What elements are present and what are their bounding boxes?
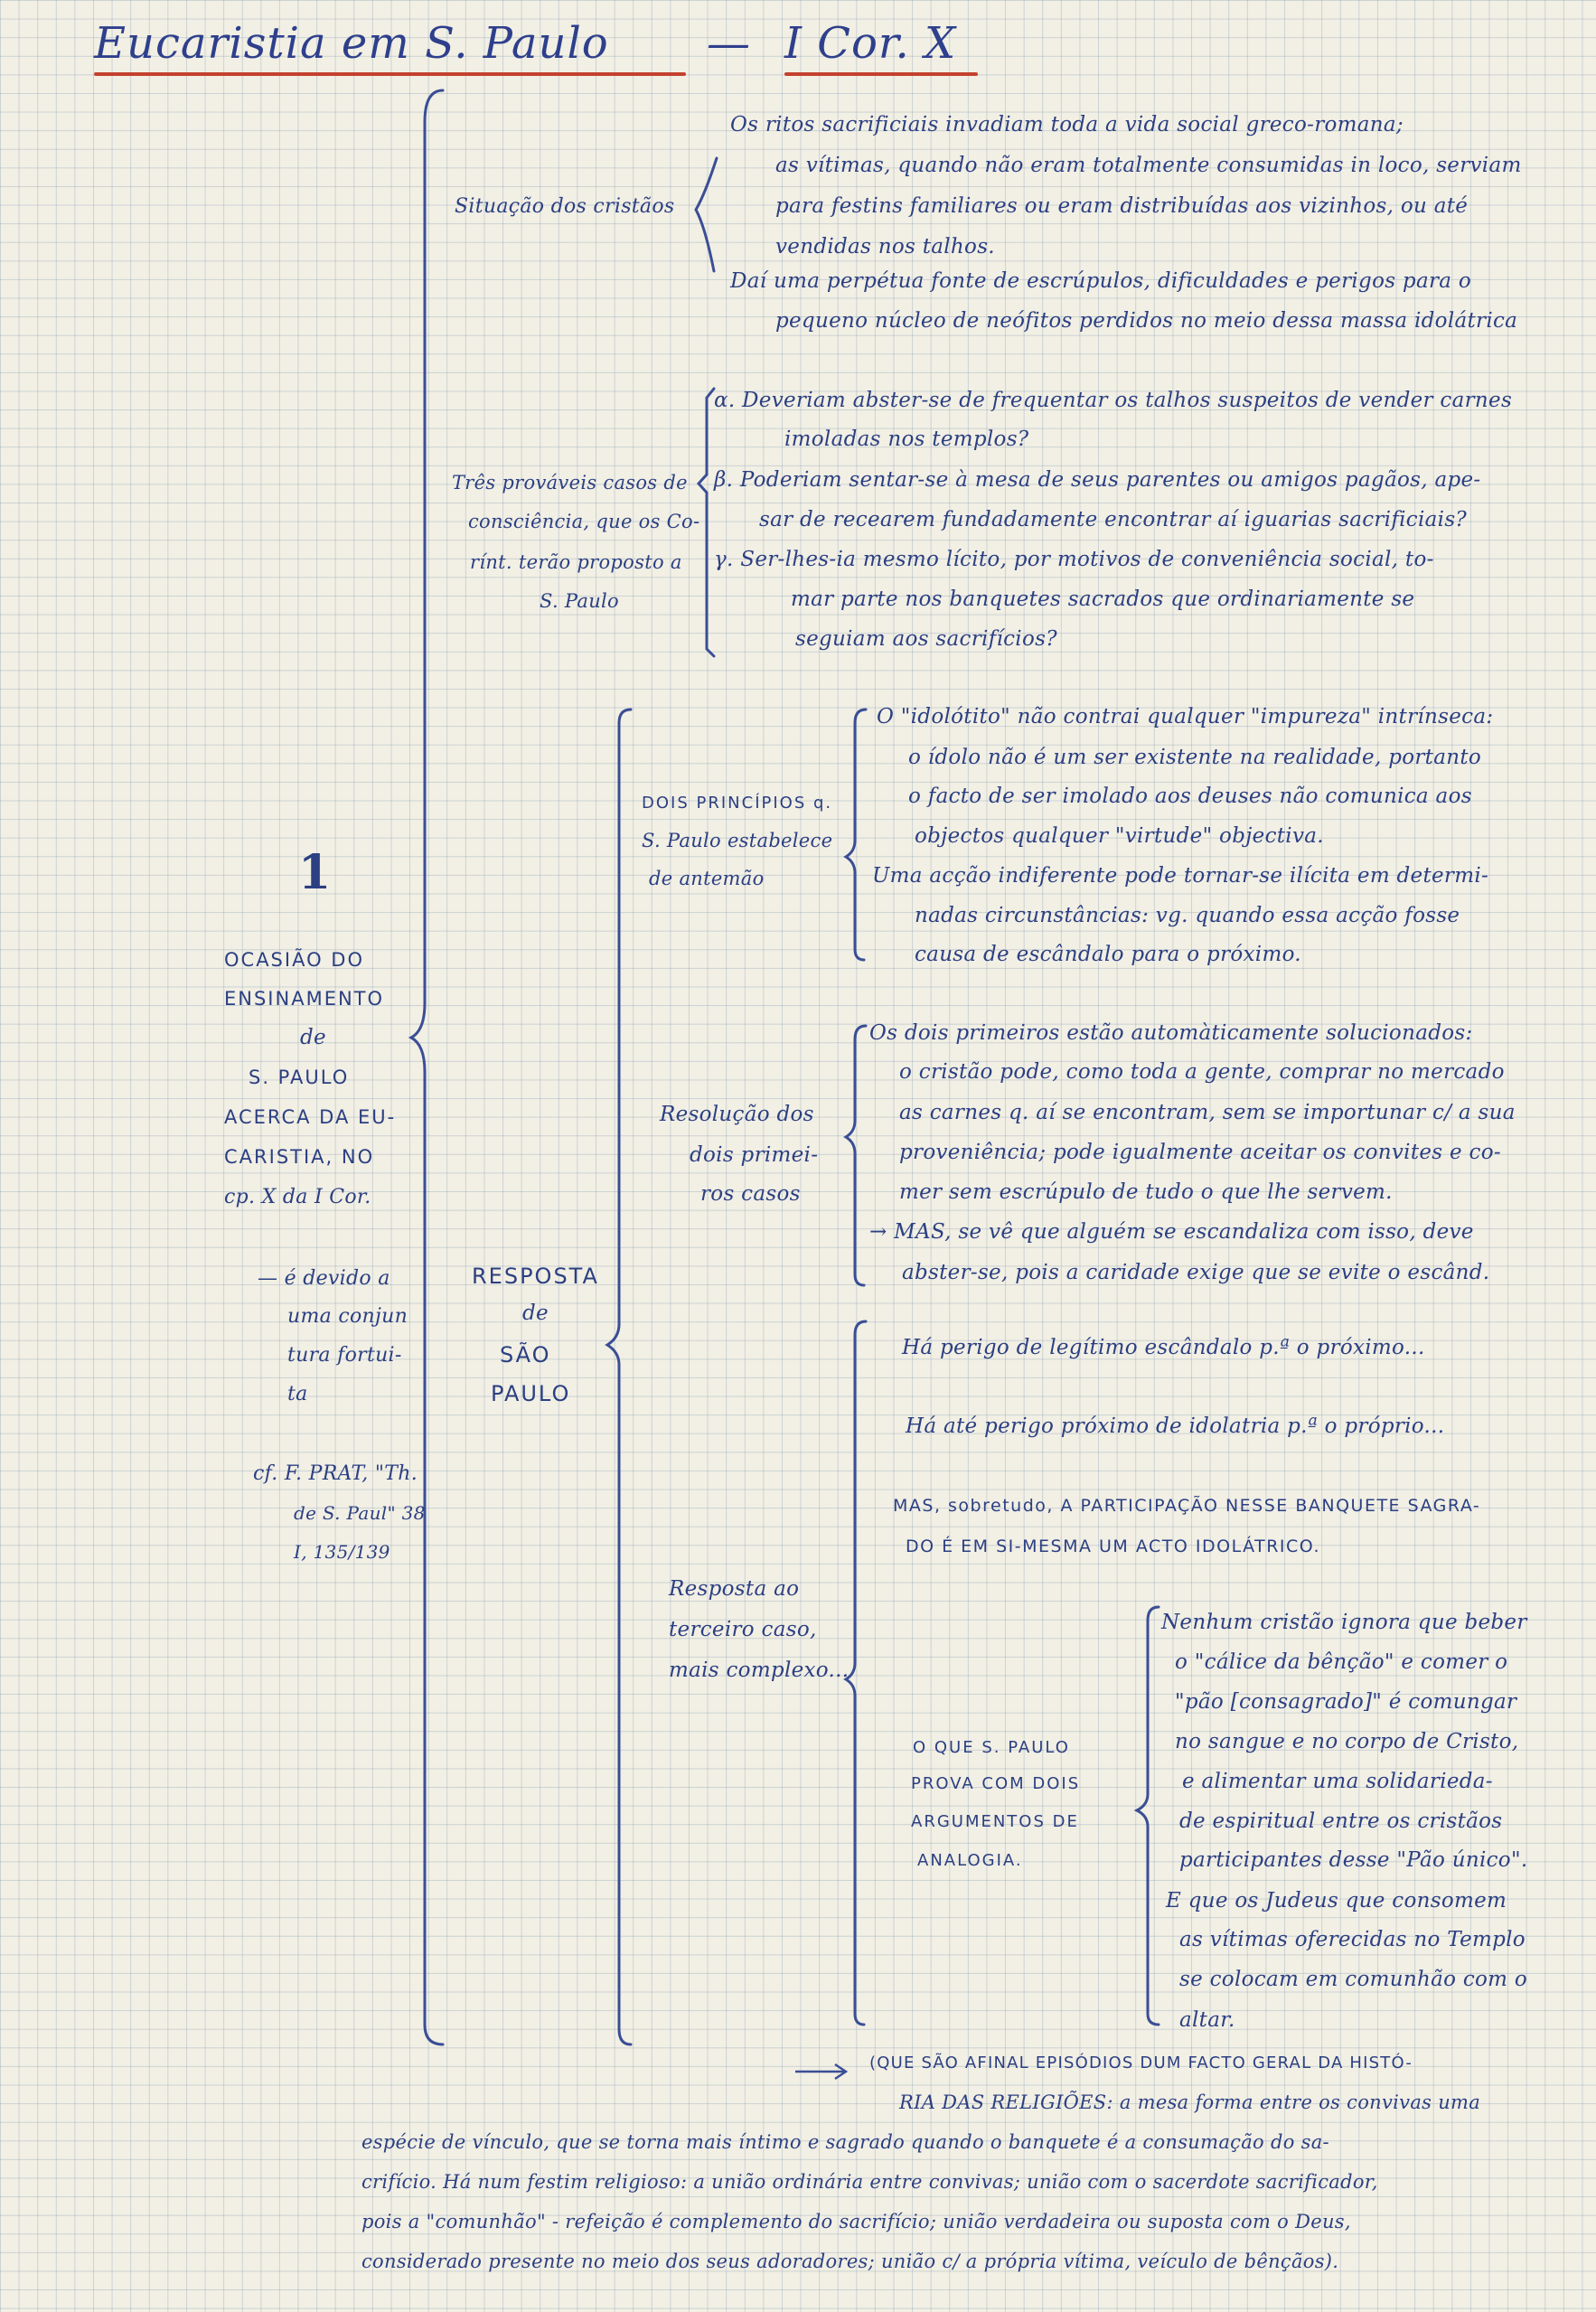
argumento-line: E que os Judeus que consomem (1166, 1889, 1507, 1913)
footer-line: crifício. Há num festim religioso: a união ordinária entre convivas; união com o sacerdote sacrificador, (361, 2171, 1378, 2193)
footer-line: (QUE SÃO AFINAL EPISÓDIOS DUM FACTO GERAL DA HISTÓ- (869, 2054, 1413, 2072)
argumentos-label: ANALOGIA. (917, 1851, 1023, 1870)
argumentos-label: PROVA COM DOIS (911, 1774, 1081, 1793)
caso-beta: β. Poderiam sentar-se à mesa de seus parentes ou amigos pagãos, ape- (714, 468, 1481, 492)
title-dash: — (707, 18, 751, 69)
caso-gamma: γ. Ser-lhes-ia mesmo lícito, por motivos de conveniência social, to- (714, 548, 1434, 571)
citation-line: cf. F. PRAT, "Th. (253, 1462, 418, 1485)
footer-arrow-line (795, 2064, 846, 2079)
argumento-line: as vítimas oferecidas no Templo (1179, 1928, 1526, 1951)
left-heading-line: CARISTIA, NO (224, 1146, 375, 1168)
situacao-dai-line: pequeno núcleo de neófitos perdidos no meio dessa massa idolátrica (775, 309, 1518, 333)
left-note-line: tura fortui- (287, 1344, 402, 1367)
principios-label: S. Paulo estabelece (642, 830, 833, 851)
resolucao-line: Os dois primeiros estão automàticamente solucionados: (869, 1021, 1473, 1045)
resolucao-line: as carnes q. aí se encontram, sem se importunar c/ a sua (899, 1101, 1516, 1124)
resolucao-label: Resolução dos (660, 1103, 814, 1126)
resposta-label-line: PAULO (491, 1381, 571, 1406)
mas-sobretudo-line: DO É EM SI-MESMA UM ACTO IDOLÁTRICO. (906, 1537, 1321, 1556)
caso-line: imoladas nos templos? (784, 428, 1029, 451)
citation-line: de S. Paul" 38 (294, 1502, 426, 1524)
terceiro-label: terceiro caso, (669, 1618, 817, 1641)
resposta-label-line: RESPOSTA (472, 1264, 599, 1289)
resolucao-line: abster-se, pois a caridade exige que se evite o escând. (902, 1261, 1490, 1284)
left-heading-line: ACERCA DA EU- (224, 1106, 397, 1128)
resolucao-mas-line: → MAS, se vê que alguém se escandaliza com isso, deve (869, 1220, 1474, 1244)
footer-line: espécie de vínculo, que se torna mais íntimo e sagrado quando o banquete é a consumação do sa- (361, 2131, 1329, 2153)
left-heading-line: ENSINAMENTO (224, 988, 385, 1010)
caso-line: sar de recearem fundadamente encontrar aí iguarias sacrificiais? (759, 508, 1468, 531)
argumento-line: no sangue e no corpo de Cristo, (1175, 1730, 1519, 1753)
caso-line: seguiam aos sacrifícios? (795, 627, 1057, 651)
resposta-label-line: SÃO (500, 1342, 551, 1367)
principio-line: O "idolótito" não contrai qualquer "impureza" intrínseca: (877, 705, 1494, 728)
argumentos-brace (1137, 1607, 1159, 2025)
principio-line: causa de escândalo para o próximo. (915, 943, 1301, 966)
left-note-line: — é devido a (258, 1267, 390, 1290)
situacao-dai-line: Daí uma perpétua fonte de escrúpulos, dificuldades e perigos para o (730, 269, 1472, 293)
argumentos-label: ARGUMENTOS DE (911, 1812, 1079, 1831)
situacao-line: para festins familiares ou eram distribuídas aos vizinhos, ou até (775, 194, 1469, 218)
resolucao-label: ros casos (700, 1182, 801, 1206)
principio-line: Uma acção indiferente pode tornar-se ilícita em determi- (872, 864, 1489, 888)
left-heading-line: OCASIÃO DO (224, 949, 364, 971)
left-heading-line: S. PAULO (249, 1067, 350, 1088)
resolucao-line: o cristão pode, como toda a gente, comprar no mercado (899, 1060, 1505, 1084)
argumento-line: e alimentar uma solidarieda- (1182, 1770, 1493, 1793)
argumento-line: "pão [consagrado]" é comungar (1175, 1690, 1517, 1714)
situacao-line: vendidas nos talhos. (775, 235, 995, 258)
left-heading-line: cp. X da I Cor. (224, 1186, 371, 1208)
casos-label: consciência, que os Co- (468, 511, 700, 532)
situacao-brace (696, 158, 717, 271)
left-heading-line: de (300, 1026, 326, 1049)
terceiro-label: Resposta ao (669, 1577, 800, 1601)
footer-line: considerado presente no meio dos seus adoradores; união c/ a própria vítima, veículo de bênçãos). (361, 2251, 1339, 2272)
argumento-line: o "cálice da bênção" e comer o (1175, 1650, 1508, 1674)
principio-line: o ídolo não é um ser existente na realidade, portanto (908, 746, 1482, 769)
resolucao-line: mer sem escrúpulo de tudo o que lhe servem. (899, 1180, 1393, 1204)
resolucao-line: proveniência; pode igualmente aceitar os convites e co- (899, 1141, 1501, 1164)
principios-label: DOIS PRINCÍPIOS q. (642, 794, 833, 813)
casos-label: Três prováveis casos de (452, 472, 688, 493)
perigo-line: Há perigo de legítimo escândalo p.ª o próximo... (902, 1336, 1425, 1359)
casos-label: S. Paulo (540, 590, 619, 612)
casos-brace (699, 389, 714, 656)
resposta-label-line: de (522, 1302, 549, 1325)
principio-line: objectos qualquer "virtude" objectiva. (915, 824, 1324, 848)
principio-line: o facto de ser imolado aos deuses não comunica aos (908, 785, 1472, 808)
argumento-line: altar. (1179, 2008, 1235, 2032)
argumento-line: se colocam em comunhão com o (1179, 1968, 1528, 1991)
footer-line: pois a "comunhão" - refeição é complemento do sacrifício; união verdadeira ou suposta com o Deus, (361, 2211, 1351, 2232)
mas-sobretudo-line: MAS, sobretudo, A PARTICIPAÇÃO NESSE BANQUETE SAGRA- (893, 1496, 1481, 1516)
perigo-line: Há até perigo próximo de idolatria p.ª o próprio... (906, 1414, 1445, 1438)
main-brace (411, 90, 443, 2044)
argumento-line: Nenhum cristão ignora que beber (1161, 1611, 1527, 1634)
principios-brace (846, 710, 866, 960)
argumentos-label: O QUE S. PAULO (913, 1738, 1070, 1757)
caso-alpha: α. Deveriam abster-se de frequentar os talhos suspeitos de vender carnes (714, 389, 1513, 412)
page-title: Eucaristia em S. Paulo (94, 18, 609, 69)
title-reference: I Cor. X (784, 18, 957, 69)
resolucao-label: dois primei- (690, 1143, 819, 1167)
footer-line: RIA DAS RELIGIÕES: a mesa forma entre os convivas uma (899, 2091, 1481, 2113)
argumento-line: participantes desse "Pão único". (1179, 1848, 1528, 1872)
citation-line: I, 135/139 (294, 1541, 390, 1563)
left-note-line: uma conjun (287, 1305, 408, 1328)
situacao-line: as vítimas, quando não eram totalmente consumidas in loco, serviam (775, 154, 1522, 177)
argumento-line: de espiritual entre os cristãos (1179, 1809, 1503, 1833)
casos-label: rínt. terão proposto a (470, 551, 682, 573)
caso-line: mar parte nos banquetes sacrados que ordinariamente se (791, 587, 1415, 611)
left-note-line: ta (287, 1383, 308, 1405)
situacao-label: Situação dos cristãos (455, 195, 675, 218)
resolucao-brace (846, 1026, 866, 1285)
principios-label: de antemão (649, 868, 765, 889)
principio-line: nadas circunstâncias: vg. quando essa acção fosse (915, 904, 1460, 927)
situacao-line: Os ritos sacrificiais invadiam toda a vida social greco-romana; (730, 113, 1404, 136)
terceiro-label: mais complexo... (669, 1659, 850, 1682)
resposta-brace (607, 710, 631, 2044)
section-number: 1 (298, 845, 332, 900)
